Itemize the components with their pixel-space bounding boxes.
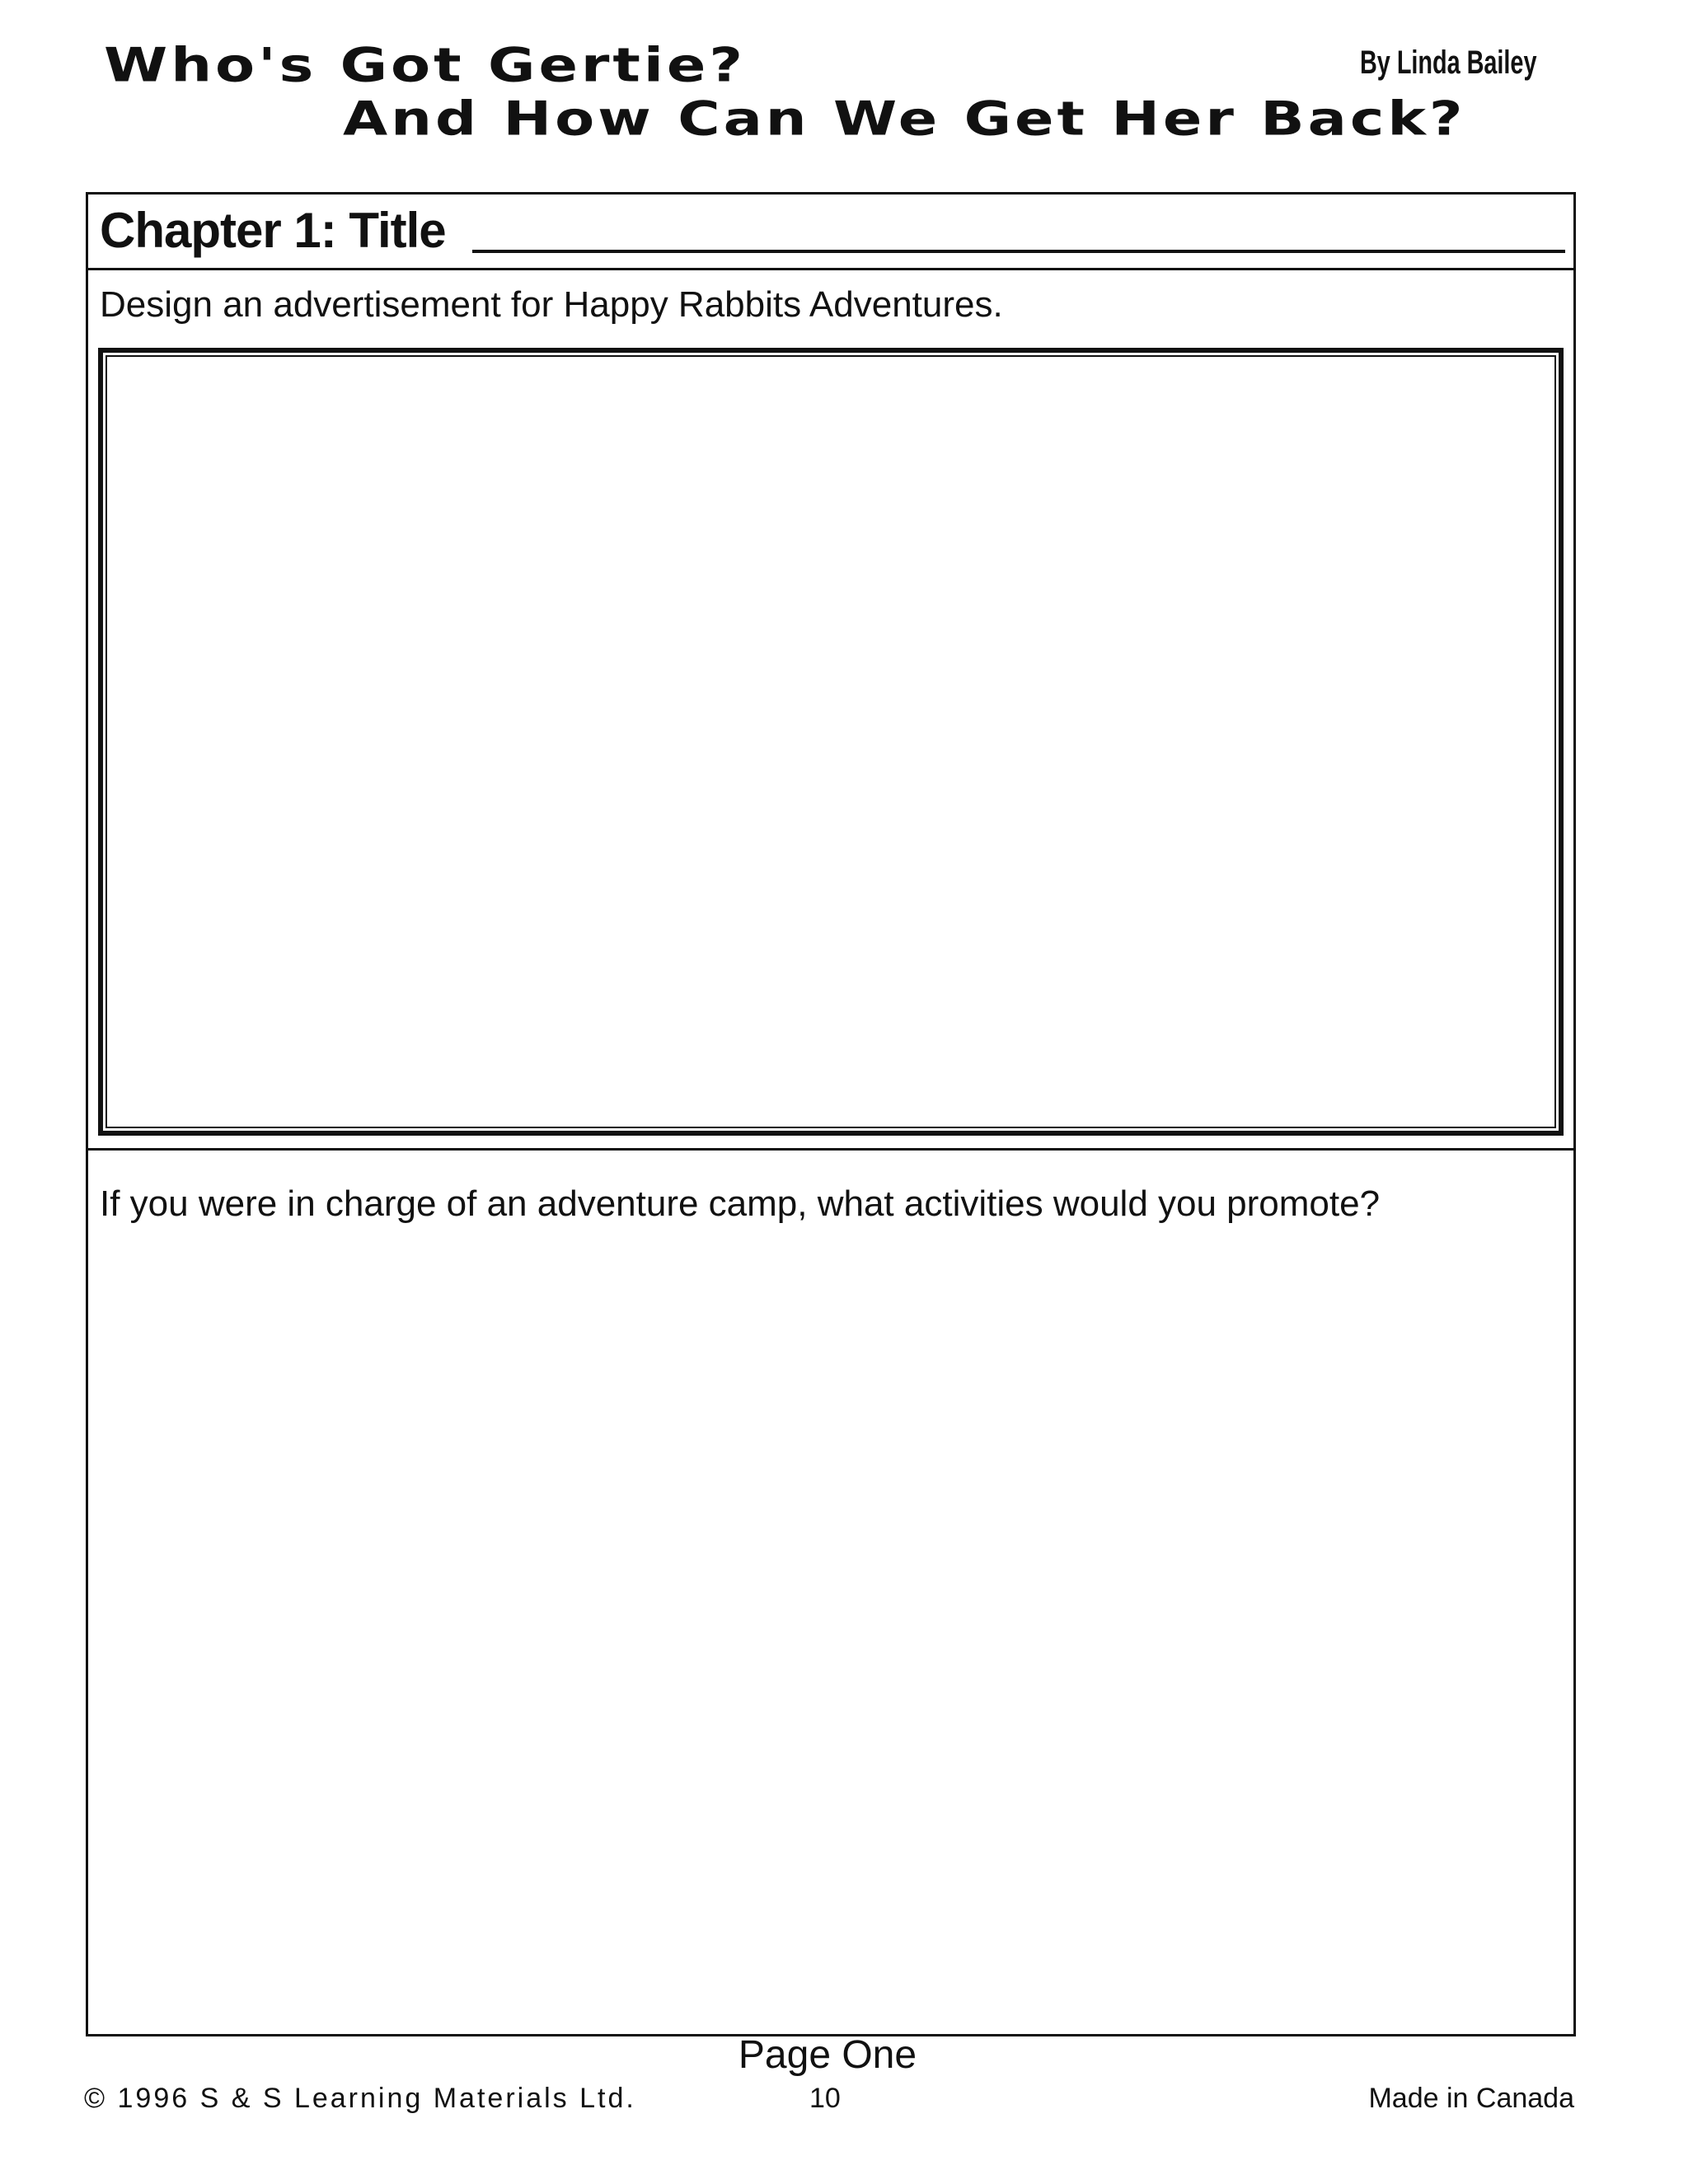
title-blank-line[interactable] [472,250,1565,253]
chapter-title-row [88,194,1573,270]
adventure-camp-prompt: If you were in charge of an adventure camp, what activities would you promote? [100,1183,1381,1224]
section-divider [88,1148,1573,1151]
book-title-line-2: And How Can We Get Her Back? [343,91,1466,147]
advertisement-drawing-box[interactable] [98,348,1564,1136]
page-number: 10 [809,2083,841,2114]
advertisement-box-inner-border [106,355,1556,1128]
author-credit: By Linda Bailey [1360,45,1537,81]
worksheet-frame [86,192,1576,2036]
copyright-notice: © 1996 S & S Learning Materials Ltd. [84,2083,636,2114]
book-title-line-1: Who's Got Gertie? [104,37,746,93]
made-in-label: Made in Canada [1368,2083,1574,2114]
page-label: Page One [738,2033,917,2077]
advertisement-prompt: Design an advertisement for Happy Rabbits Adventures. [100,284,1003,325]
chapter-label: Chapter 1: Title [100,203,446,258]
